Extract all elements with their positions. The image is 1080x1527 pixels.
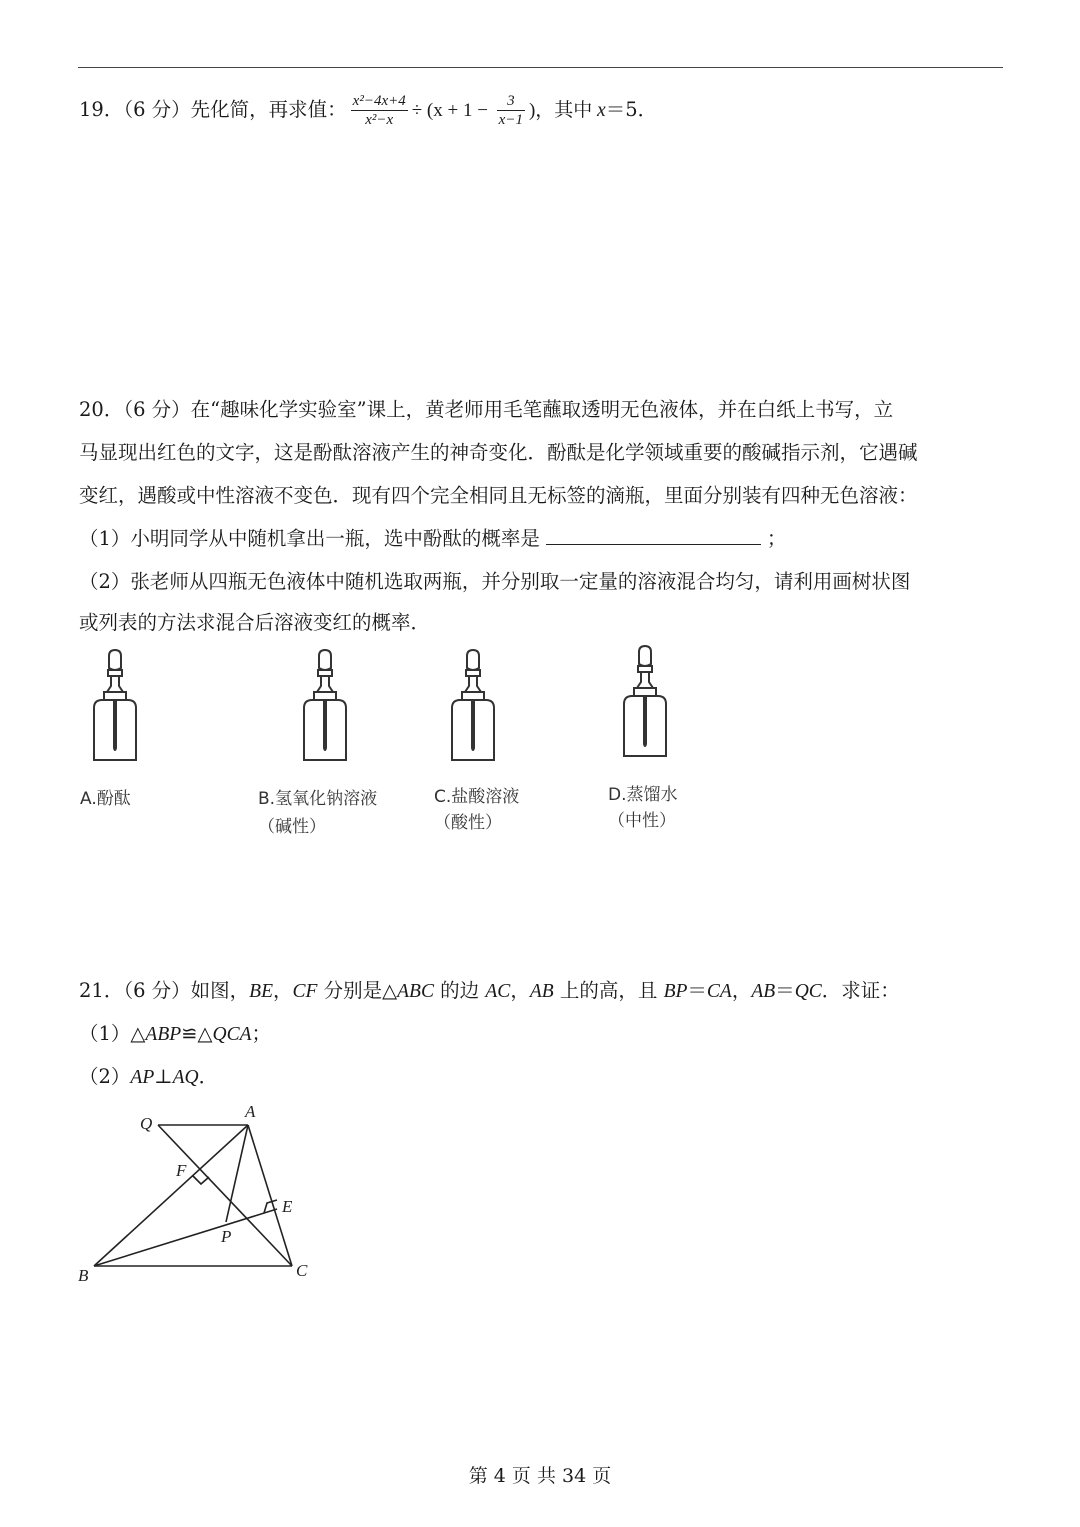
q21-text: 的边 (433, 979, 486, 1002)
bottle-a-label: A.酚酞 (80, 789, 131, 809)
q20-part-1-end: ； (766, 527, 787, 550)
q21-line-1 (79, 977, 900, 1006)
q20-line-1: 20．（6 分）在“趣味化学实验室”课上，黄老师用毛笔蘸取透明无色液体，并在白纸上书写，立 (79, 398, 894, 421)
label-f: F (176, 1161, 187, 1180)
q21-text: 上的高，且 (553, 979, 664, 1002)
label-e: E (282, 1197, 293, 1216)
q21-ap: AP (130, 1067, 155, 1088)
q21-text: 分别是△ (317, 979, 398, 1002)
page-footer: 第 4 页 共 34 页 (468, 1465, 612, 1487)
bottle-b-sub: （碱性） (258, 817, 326, 837)
segment-be (94, 1209, 277, 1266)
q21-eq: ＝ (687, 979, 707, 1002)
label-b: B (78, 1266, 89, 1285)
q21-abp: ABP (145, 1024, 182, 1045)
q19-variable: x (597, 100, 606, 121)
bottle-d (608, 648, 788, 838)
fraction-1-denominator: x²−x (365, 112, 394, 128)
q19-prefix: 19．（6 分）先化简，再求值： (79, 98, 347, 121)
q20-part-1 (79, 525, 786, 553)
fraction-2-denominator: x−1 (498, 112, 523, 128)
bottle-b-label: B.氢氧化钠溶液 (258, 789, 378, 809)
label-c: C (296, 1261, 308, 1280)
label-p: P (221, 1227, 232, 1246)
q21-part-1 (79, 1020, 271, 1049)
q21-prefix: 21．（6 分）如图， (79, 979, 250, 1002)
q21-eq: ＝ (775, 979, 795, 1002)
q21-abc: ABC (397, 981, 434, 1002)
dropper-bottles-figure (78, 648, 698, 838)
header-rule (78, 67, 1003, 68)
q21-aq: AQ (172, 1067, 199, 1088)
q21-perp: ⊥ (154, 1065, 173, 1088)
q20-part-1-text: （1）小明同学从中随机拿出一瓶，选中酚酞的概率是 (79, 527, 540, 550)
q21-part-1-prefix: （1）△ (79, 1022, 146, 1045)
q20-part-2-line-1: （2）张老师从四瓶无色液体中随机选取两瓶，并分别取一定量的溶液混合均匀，请利用画树状图 (79, 570, 911, 593)
q19-mid: ÷ (x + 1 − (411, 100, 493, 121)
bottle-c-label: C.盐酸溶液 (434, 787, 520, 807)
bottle-c-sub: （酸性） (434, 813, 502, 833)
dropper-bottle-icon (290, 648, 360, 768)
q21-part-2-prefix: （2） (79, 1065, 131, 1088)
q21-congruent: ≌△ (181, 1022, 213, 1045)
bottle-b (258, 648, 438, 838)
q20-line-3: 变红，遇酸或中性溶液不变色．现有四个完全相同且无标签的滴瓶，里面分别装有四种无色溶液： (79, 484, 918, 507)
q21-part-1-end: ； (251, 1022, 271, 1045)
dropper-bottle-icon (610, 644, 680, 764)
bottle-a (78, 648, 258, 838)
q21-comma: ， (731, 979, 752, 1002)
q19-tail: ＝5． (605, 98, 658, 121)
question-19 (79, 88, 657, 133)
fraction-2-numerator: 3 (497, 92, 525, 111)
bottle-d-sub: （中性） (608, 811, 676, 831)
q21-qc: QC (794, 981, 822, 1002)
q21-ab: AB (751, 981, 776, 1002)
q20-part-2-line-2: 或列表的方法求混合后溶液变红的概率． (79, 611, 431, 634)
answer-blank[interactable] (546, 526, 761, 545)
dropper-bottle-icon (438, 648, 508, 768)
label-q: Q (140, 1114, 153, 1133)
q21-ac: AC (485, 981, 511, 1002)
segment-ac (248, 1125, 292, 1266)
q21-part-2 (79, 1063, 218, 1092)
dropper-bottle-icon (80, 648, 150, 768)
q21-part-2-end: ． (198, 1065, 219, 1088)
q21-comma: ， (510, 979, 530, 1002)
fraction-1 (351, 92, 408, 129)
bottle-d-label: D.蒸馏水 (608, 785, 678, 805)
q21-end: ．求证： (821, 979, 900, 1002)
fraction-2 (497, 92, 525, 129)
fraction-1-numerator: x²−4x+4 (352, 93, 406, 109)
q19-close: )，其中 (528, 100, 598, 121)
q20-line-2: 马显现出红色的文字，这是酚酞溶液产生的神奇变化．酚酞是化学领域重要的酸碱指示剂，它遇碱 (79, 441, 918, 464)
q21-ca: CA (706, 981, 732, 1002)
q21-cf: CF (292, 981, 318, 1002)
q21-ab: AB (529, 981, 554, 1002)
q21-qca: QCA (212, 1024, 252, 1045)
label-a: A (245, 1102, 256, 1121)
q21-bp: BP (663, 981, 688, 1002)
geometry-figure (74, 1102, 324, 1287)
bottle-c (434, 648, 614, 838)
q21-be: BE (249, 981, 273, 1002)
q21-comma: ， (273, 979, 293, 1002)
